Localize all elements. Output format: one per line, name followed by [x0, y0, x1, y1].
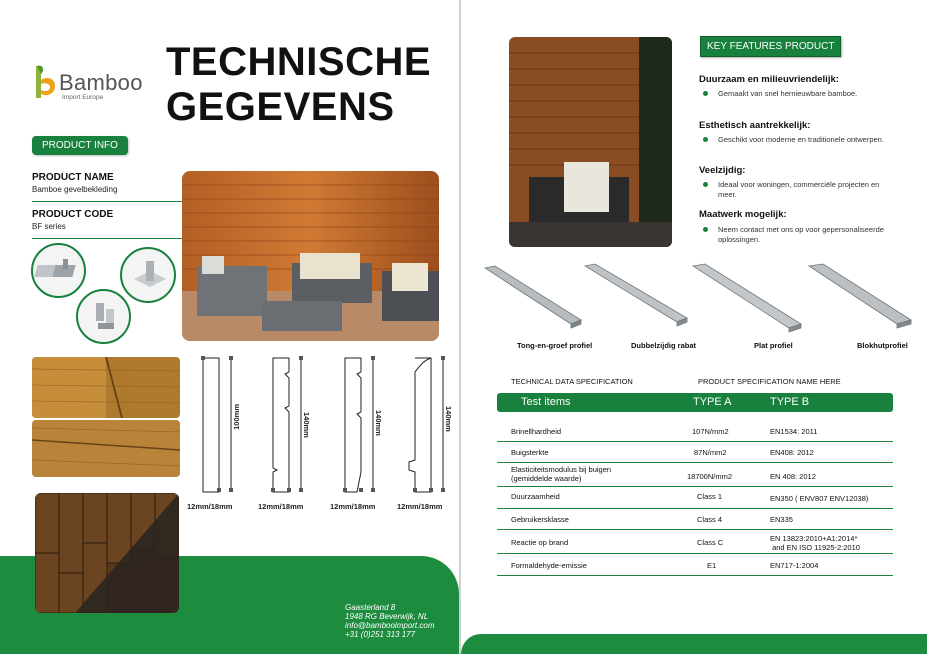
table-cell-item: Buigsterkte: [511, 448, 549, 457]
lounge-photo: [509, 37, 672, 247]
bullet-icon: [703, 182, 708, 187]
address-street: Gaasterland 8: [345, 603, 396, 612]
bamboo-leaf-icon: [33, 64, 59, 100]
address-city: 1948 RG Beverwijk, NL: [345, 612, 429, 621]
bullet-icon: [703, 91, 708, 96]
profile-1-width: 12mm/18mm: [187, 502, 233, 511]
address-phone[interactable]: +31 (0)251 313 177: [345, 630, 416, 639]
board-caption-2: Dubbelzijdig rabat: [631, 341, 697, 350]
title-line-1: TECHNISCHE: [166, 40, 432, 84]
terrace-photo: [182, 171, 439, 341]
header-type-b: TYPE B: [770, 396, 810, 408]
bracket-accessory-image: [120, 247, 176, 303]
table-cell-type-a: E1: [707, 561, 717, 570]
row-divider: [497, 553, 893, 554]
brand-name: Bamboo: [59, 70, 143, 95]
header-test-items: Test items: [521, 396, 571, 408]
table-cell-type-b: EN1534: 2011: [770, 427, 818, 436]
board-caption-4: Blokhutprofiel: [857, 341, 908, 350]
table-cell-type-a: Class 1: [697, 492, 723, 501]
feature-2-title: Esthetisch aantrekkelijk:: [699, 120, 811, 131]
bullet-icon: [703, 227, 708, 232]
board-caption-1: Tong-en-groef profiel: [517, 341, 593, 350]
left-page: [0, 0, 459, 654]
feature-2-text: Geschikt voor moderne en traditionele ontwerpen.: [718, 135, 884, 144]
table-cell-type-b: EN408: 2012: [770, 448, 814, 457]
feature-3-text: Ideaal voor woningen, commerciële projecten en meer.: [718, 180, 880, 199]
table-cell-item: Formaldehyde-emissie: [511, 561, 587, 570]
row-divider: [497, 462, 893, 463]
row-divider: [497, 575, 893, 576]
table-cell-item: Brinellhardheid: [511, 427, 562, 436]
profile-2-width: 12mm/18mm: [258, 502, 304, 511]
brand-subtitle: Import Europe: [62, 94, 104, 101]
row-divider: [497, 441, 893, 442]
row-divider: [497, 486, 893, 487]
bullet-icon: [703, 137, 708, 142]
spec-heading-left: TECHNICAL DATA SPECIFICATION: [511, 377, 633, 386]
row-divider: [497, 529, 893, 530]
profile-3-width: 12mm/18mm: [330, 502, 376, 511]
plank-photo-bottom: [32, 420, 180, 477]
feature-1-title: Duurzaam en milieuvriendelijk:: [699, 74, 839, 85]
table-cell-item: Elasticiteitsmodulus bij buigen (gemiddelde waarde): [511, 465, 612, 483]
product-code-label: PRODUCT CODE: [32, 209, 114, 220]
plank-photo-top: [32, 357, 180, 418]
profile-4-width: 12mm/18mm: [397, 502, 443, 511]
fastener-accessory-image: [76, 289, 131, 344]
profile-4-height: 140mm: [444, 406, 453, 432]
table-cell-type-a: Class 4: [697, 515, 723, 524]
table-cell-type-a: 107N/mm2: [692, 427, 729, 436]
table-cell-type-b: EN717-1:2004: [770, 561, 819, 570]
title-line-2: GEGEVENS: [166, 85, 395, 129]
page-title: [166, 40, 431, 130]
feature-4-text: Neem contact met ons op voor gepersonaliseerde oplossingen.: [718, 225, 884, 244]
key-features-badge: KEY FEATURES PRODUCT: [700, 36, 841, 57]
footer-band: [461, 634, 927, 654]
row-divider: [497, 508, 893, 509]
profile-2-height: 140mm: [302, 412, 311, 438]
product-code-value: BF series: [32, 222, 66, 231]
profile-3-height: 140mm: [374, 410, 383, 436]
table-cell-type-a: 18700N/mm2: [687, 472, 733, 481]
feature-4-title: Maatwerk mogelijk:: [699, 209, 787, 220]
table-cell-type-a: 87N/mm2: [694, 448, 727, 457]
feature-3-title: Veelzijdig:: [699, 165, 746, 176]
product-name-value: Bamboe gevelbekleding: [32, 185, 118, 194]
bamboo-logo: [33, 64, 153, 104]
table-cell-item: Duurzaamheid: [511, 492, 560, 501]
product-info-badge: PRODUCT INFO: [32, 136, 128, 155]
dark-plank-sample: [35, 493, 179, 613]
board-caption-3: Plat profiel: [754, 341, 793, 350]
product-name-label: PRODUCT NAME: [32, 172, 114, 183]
board-profiles: [481, 262, 921, 337]
clip-accessory-image: [31, 243, 86, 298]
table-cell-type-b: EN 13823:2010+A1:2014* and EN ISO 11925-2:2010: [770, 534, 860, 552]
table-cell-type-b: EN335: [770, 515, 793, 524]
table-cell-type-a: Class C: [697, 538, 724, 547]
divider: [32, 238, 184, 239]
divider: [32, 201, 184, 202]
spec-heading-right: PRODUCT SPECIFICATION NAME HERE: [698, 377, 841, 386]
profile-1-height: 100mm: [232, 404, 241, 430]
feature-1-text: Gemaakt van snel hernieuwbare bamboe.: [718, 89, 858, 98]
address-email[interactable]: info@bambooimport.com: [345, 621, 435, 630]
table-cell-type-b: EN350 ( ENV807 ENV12038): [770, 494, 869, 503]
table-cell-type-b: EN 408: 2012: [770, 472, 816, 481]
right-page: [461, 0, 927, 654]
table-cell-item: Reactie op brand: [511, 538, 569, 547]
header-type-a: TYPE A: [693, 396, 732, 408]
table-cell-item: Gebruikersklasse: [511, 515, 569, 524]
